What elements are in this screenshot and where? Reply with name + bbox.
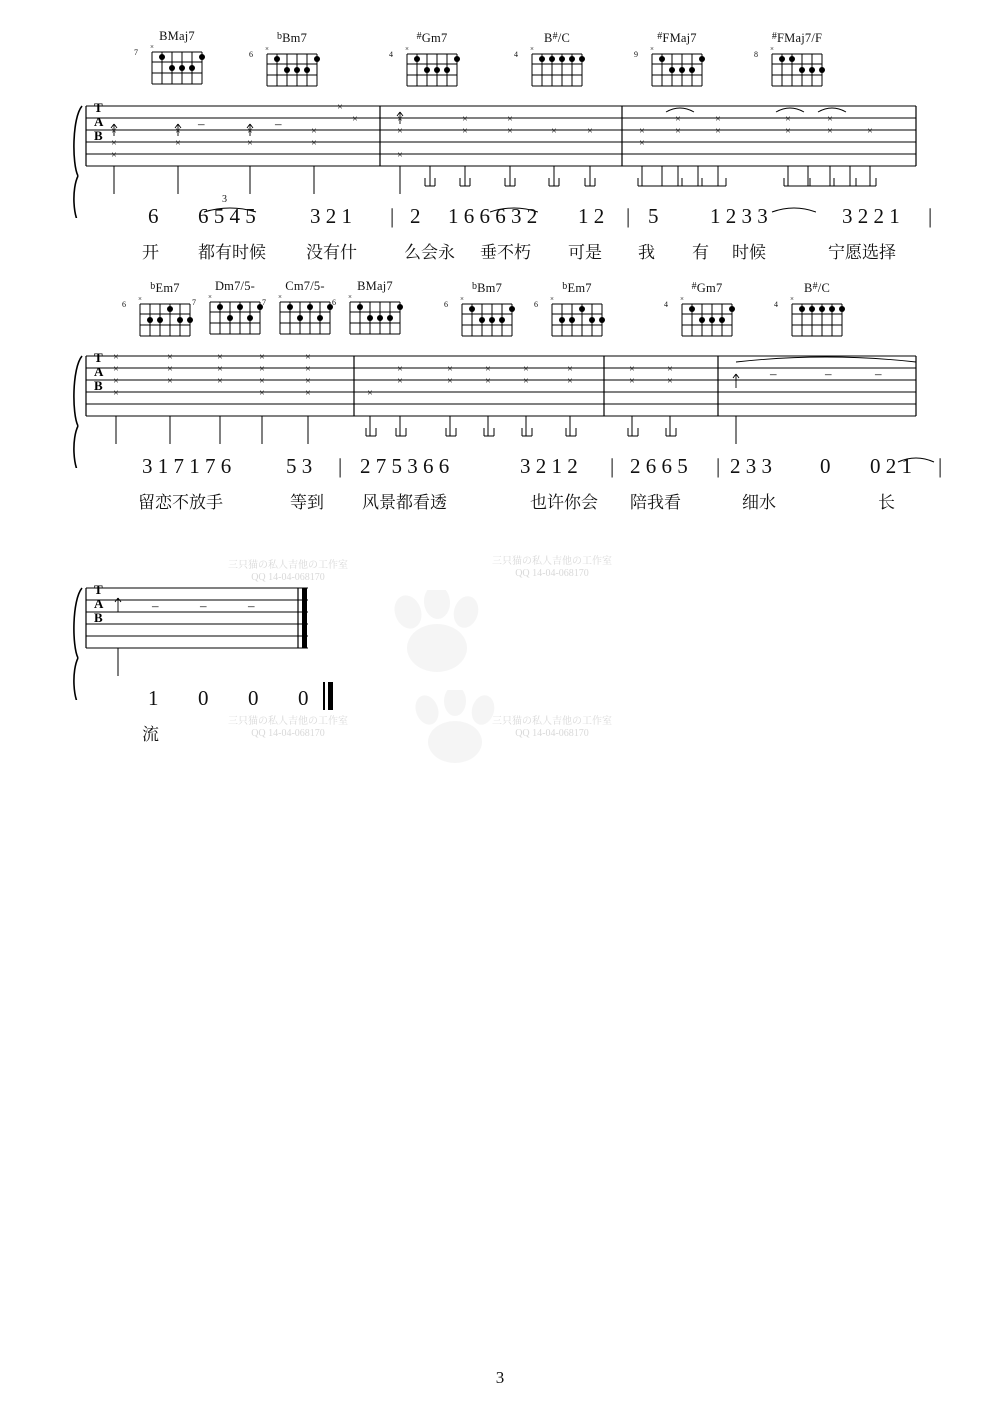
numbered-notation-line: [70, 686, 930, 720]
svg-text:×: ×: [567, 376, 573, 387]
music-system-1: [70, 29, 933, 268]
svg-text:×: ×: [785, 114, 791, 125]
note-number: 1 2 3 3: [710, 204, 768, 228]
note-number: 1 6 6 6 3 2: [448, 204, 538, 228]
watermark: 三只猫の私人吉他の工作室 QQ 14-04-068170: [492, 716, 612, 739]
svg-text:–: –: [825, 366, 832, 381]
lyric-line: [70, 720, 930, 750]
measure-divider: |: [338, 454, 343, 478]
note-number: 2 6 6 5: [630, 454, 688, 478]
chord-diagram: [444, 280, 524, 345]
svg-text:×: ×: [111, 150, 117, 161]
lyric-word: 留恋不放手: [138, 493, 223, 513]
note-number: 6: [148, 204, 159, 228]
svg-text:×: ×: [397, 376, 403, 387]
chord-diagram: [262, 279, 342, 343]
svg-text:×: ×: [305, 352, 311, 363]
svg-text:×: ×: [208, 294, 212, 301]
chord-diagram: [122, 280, 202, 345]
note-number: 0: [820, 454, 831, 478]
svg-text:–: –: [770, 366, 777, 381]
measure-divider: |: [390, 204, 395, 228]
tab-staff: [70, 98, 930, 218]
svg-text:B: B: [94, 610, 103, 625]
svg-text:×: ×: [217, 352, 223, 363]
lyric-word: 宁愿选择: [828, 243, 896, 263]
svg-text:×: ×: [530, 46, 534, 53]
chord-diagram: [664, 280, 744, 345]
chord-diagram: [634, 30, 714, 95]
triplet-marker: 3: [222, 194, 227, 205]
svg-text:×: ×: [675, 126, 681, 137]
svg-text:×: ×: [111, 138, 117, 149]
svg-text:×: ×: [397, 126, 403, 137]
svg-text:–: –: [248, 598, 255, 613]
svg-text:×: ×: [397, 114, 403, 125]
watermark: 三只猫の私人吉他の工作室 QQ 14-04-068170: [492, 556, 612, 579]
tab-staff: [70, 580, 930, 700]
chord-diagram-row: [70, 30, 930, 98]
svg-text:×: ×: [278, 294, 282, 301]
svg-text:×: ×: [485, 376, 491, 387]
svg-text:×: ×: [113, 352, 119, 363]
svg-text:×: ×: [175, 138, 181, 149]
chord-diagram: [249, 30, 329, 95]
lyric-word: 时候: [732, 243, 766, 263]
chord-diagram: [754, 30, 834, 95]
chord-diagram-row: [70, 280, 930, 348]
chord-name: B#/C: [804, 281, 830, 295]
svg-text:×: ×: [523, 364, 529, 375]
chord-diagram: [192, 279, 272, 343]
chord-diagram: [514, 30, 594, 95]
svg-text:×: ×: [770, 46, 774, 53]
svg-text:×: ×: [175, 126, 181, 137]
chord-name: Cm7/5-: [285, 279, 325, 293]
svg-text:A: A: [94, 364, 104, 379]
svg-text:×: ×: [167, 364, 173, 375]
chord-name: Dm7/5-: [214, 279, 256, 293]
note-number: 2 7 5 3 6 6: [360, 454, 450, 478]
fret-position-label: 6: [534, 300, 538, 309]
svg-text:×: ×: [150, 44, 154, 51]
lyric-word: 没有什: [306, 243, 357, 263]
fret-position-label: 4: [514, 50, 518, 59]
note-number: 0: [248, 686, 259, 710]
svg-text:×: ×: [259, 352, 265, 363]
svg-text:A: A: [94, 114, 104, 129]
fret-position-label: 7: [192, 298, 196, 307]
lyric-word: 垂不朽: [480, 243, 531, 263]
note-number: 3 2 1: [310, 204, 352, 228]
note-number: 3 2 2 1: [842, 204, 900, 228]
svg-text:×: ×: [639, 138, 645, 149]
svg-text:×: ×: [639, 126, 645, 137]
fret-position-label: 7: [134, 48, 138, 57]
note-number: 1 2: [578, 204, 605, 228]
fret-position-label: 7: [262, 298, 266, 307]
svg-text:×: ×: [680, 296, 684, 303]
chord-name: $^b$Bm7: [276, 31, 308, 45]
lyric-line: [70, 238, 930, 268]
svg-text:×: ×: [790, 296, 794, 303]
svg-text:×: ×: [305, 364, 311, 375]
svg-text:×: ×: [867, 126, 873, 137]
chord-name: #Gm7: [416, 31, 448, 45]
svg-text:×: ×: [485, 364, 491, 375]
chord-name: $^b$Em7: [562, 281, 592, 295]
svg-text:A: A: [94, 596, 104, 611]
chord-name: #FMaj7: [657, 31, 697, 45]
svg-text:×: ×: [447, 376, 453, 387]
svg-text:T: T: [94, 100, 103, 115]
svg-text:×: ×: [337, 102, 343, 113]
svg-text:–: –: [152, 598, 159, 613]
svg-text:×: ×: [138, 296, 142, 303]
numbered-notation-line: [70, 194, 933, 238]
svg-text:×: ×: [629, 364, 635, 375]
note-number: 2: [410, 204, 421, 228]
chord-diagram: [534, 280, 614, 345]
note-number: 0 2 1: [870, 454, 912, 478]
svg-text:×: ×: [715, 114, 721, 125]
svg-text:×: ×: [217, 364, 223, 375]
fret-position-label: 9: [634, 50, 638, 59]
svg-text:×: ×: [311, 138, 317, 149]
svg-text:×: ×: [507, 114, 513, 125]
svg-text:×: ×: [352, 114, 358, 125]
svg-text:×: ×: [113, 364, 119, 375]
lyric-word: 细水: [742, 493, 776, 513]
svg-text:×: ×: [460, 296, 464, 303]
measure-divider: |: [626, 204, 631, 228]
measure-divider: |: [938, 454, 943, 478]
svg-text:×: ×: [305, 376, 311, 387]
svg-text:×: ×: [259, 376, 265, 387]
svg-text:×: ×: [305, 388, 311, 399]
svg-text:–: –: [198, 116, 205, 131]
svg-text:×: ×: [311, 126, 317, 137]
watermark: 三只猫の私人吉他の工作室 QQ 14-04-068170: [228, 560, 348, 583]
note-number: 0: [298, 686, 309, 710]
svg-text:×: ×: [785, 126, 791, 137]
svg-text:×: ×: [259, 388, 265, 399]
chord-name: $^b$Em7: [150, 281, 180, 295]
chord-name: #Gm7: [691, 281, 723, 295]
svg-text:×: ×: [667, 364, 673, 375]
svg-text:–: –: [875, 366, 882, 381]
lyric-word: 可是: [568, 243, 602, 263]
fret-position-label: 6: [332, 298, 336, 307]
chord-name: BMaj7: [357, 279, 393, 293]
svg-text:×: ×: [259, 364, 265, 375]
note-number: 1: [148, 686, 159, 710]
lyric-word: 开: [142, 243, 159, 263]
fret-position-label: 6: [444, 300, 448, 309]
svg-text:×: ×: [447, 364, 453, 375]
chord-name: BMaj7: [159, 29, 195, 43]
svg-text:×: ×: [462, 114, 468, 125]
measure-divider: |: [928, 204, 933, 228]
svg-text:×: ×: [650, 46, 654, 53]
chord-diagram: [134, 29, 214, 93]
chord-diagram: [389, 30, 469, 95]
chord-name: #FMaj7/F: [771, 31, 823, 45]
svg-text:×: ×: [217, 376, 223, 387]
svg-text:×: ×: [551, 126, 557, 137]
note-number: 2 3 3: [730, 454, 772, 478]
lyric-word: 都有时候: [198, 243, 266, 263]
svg-text:×: ×: [397, 150, 403, 161]
svg-text:T: T: [94, 582, 103, 597]
svg-text:×: ×: [247, 126, 253, 137]
chord-name: $^b$Bm7: [471, 281, 503, 295]
numbered-notation-line: [70, 454, 943, 488]
svg-text:–: –: [200, 598, 207, 613]
svg-text:×: ×: [675, 114, 681, 125]
svg-text:×: ×: [397, 364, 403, 375]
note-number: 5 3: [286, 454, 313, 478]
lyric-word: 流: [142, 725, 159, 745]
lyric-word: 也许你会: [530, 493, 598, 513]
svg-text:×: ×: [523, 376, 529, 387]
watermark: 三只猫の私人吉他の工作室 QQ 14-04-068170: [228, 716, 348, 739]
svg-text:B: B: [94, 128, 103, 143]
lyric-word: 么会永: [404, 243, 455, 263]
svg-text:×: ×: [113, 376, 119, 387]
svg-text:×: ×: [629, 376, 635, 387]
page-number: 3: [495, 1368, 505, 1387]
measure-divider: |: [716, 454, 721, 478]
fret-position-label: 4: [389, 50, 393, 59]
svg-text:B: B: [94, 378, 103, 393]
chord-name: B#/C: [544, 31, 570, 45]
svg-text:×: ×: [405, 46, 409, 53]
svg-text:×: ×: [507, 126, 513, 137]
fret-position-label: 6: [122, 300, 126, 309]
svg-text:×: ×: [167, 352, 173, 363]
svg-text:×: ×: [462, 126, 468, 137]
measure-divider: |: [610, 454, 615, 478]
svg-text:×: ×: [827, 126, 833, 137]
svg-text:×: ×: [348, 294, 352, 301]
note-number: 5: [648, 204, 659, 228]
svg-text:×: ×: [550, 296, 554, 303]
fret-position-label: 6: [249, 50, 253, 59]
lyric-word: 等到: [290, 493, 324, 513]
fret-position-label: 4: [774, 300, 778, 309]
svg-text:×: ×: [167, 376, 173, 387]
svg-text:×: ×: [247, 138, 253, 149]
music-system-3: [70, 580, 930, 750]
svg-text:–: –: [275, 116, 282, 131]
svg-text:×: ×: [827, 114, 833, 125]
chord-diagram: [332, 279, 412, 343]
svg-text:×: ×: [367, 388, 373, 399]
svg-text:×: ×: [567, 364, 573, 375]
chord-diagram: [774, 280, 854, 345]
lyric-word: 风景都看透: [362, 493, 447, 513]
svg-text:×: ×: [667, 376, 673, 387]
note-number: 6 5 4 5: [198, 204, 256, 228]
lyric-word: 我: [638, 243, 655, 263]
svg-text:×: ×: [715, 126, 721, 137]
note-number: 3 2 1 2: [520, 454, 578, 478]
svg-text:×: ×: [265, 46, 269, 53]
lyric-line: [70, 488, 930, 518]
lyric-word: 有: [692, 243, 709, 263]
note-number: 3 1 7 1 7 6: [142, 454, 232, 478]
music-system-2: [70, 279, 943, 518]
svg-text:T: T: [94, 350, 103, 365]
lyric-word: 陪我看: [630, 493, 681, 513]
fret-position-label: 8: [754, 50, 758, 59]
lyric-word: 长: [878, 493, 895, 513]
svg-text:×: ×: [587, 126, 593, 137]
svg-text:×: ×: [111, 126, 117, 137]
tab-staff: [70, 348, 930, 468]
fret-position-label: 4: [664, 300, 668, 309]
svg-text:×: ×: [113, 388, 119, 399]
note-number: 0: [198, 686, 209, 710]
